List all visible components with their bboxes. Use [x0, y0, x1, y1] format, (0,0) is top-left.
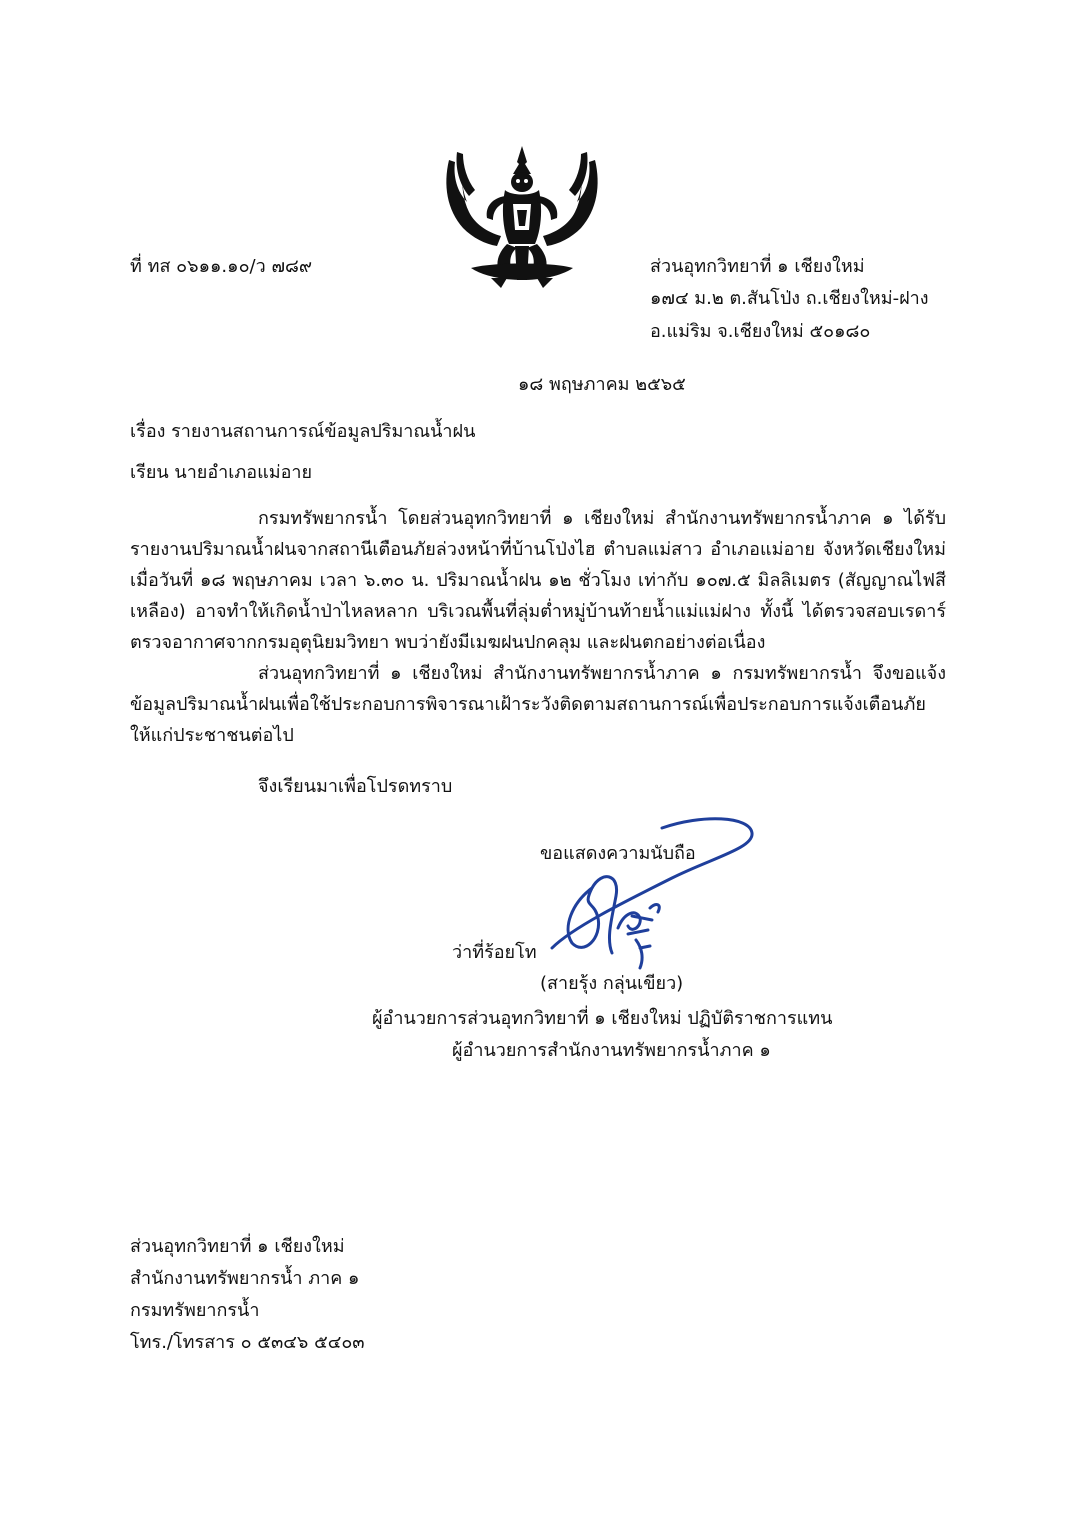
signer-position-1: ผู้อำนวยการส่วนอุทกวิทยาที่ ๑ เชียงใหม่ ปฏิบัติราชการแทน [372, 1008, 833, 1029]
footer-line-2: สำนักงานทรัพยากรน้ำ ภาค ๑ [130, 1268, 360, 1289]
signer-position-2: ผู้อำนวยการสำนักงานทรัพยากรน้ำภาค ๑ [452, 1040, 771, 1061]
recipient-line: เรียน นายอำเภอแม่อาย [130, 462, 313, 483]
body-paragraph-1: กรมทรัพยากรน้ำ โดยส่วนอุทกวิทยาที่ ๑ เชียงใหม่ สำนักงานทรัพยากรน้ำภาค ๑ ได้รับรายงานปริมาณน้ำฝนจากสถานีเตือนภัยล่วงหน้าที่บ้านโป่งไฮ ตำบลแม่สาว อำเภอแม่อาย จังหวัดเชียงใหม่ เมื่อวันที่ ๑๘ พฤษภาคม เวลา ๖.๓๐ น. ปริมาณน้ำฝน ๑๒ ชั่วโมง เท่ากับ ๑๐๗.๕ มิลลิเมตร (สัญญาณไฟสีเหลือง) อาจทำให้เกิดน้ำป่าไหลหลาก บริเวณพื้นที่ลุ่มต่ำหมู่บ้านท้ายน้ำแม่แม่ฝาง ทั้งนี้ ได้ตรวจสอบเรดาร์ตรวจอากาศจากกรมอุตุนิยมวิทยา พบว่ายังมีเมฆฝนปกคลุม และฝนตกอย่างต่อเนื่อง [130, 508, 946, 653]
footer-line-3: กรมทรัพยากรน้ำ [130, 1300, 260, 1321]
closing-line: จึงเรียนมาเพื่อโปรดทราบ [258, 776, 453, 797]
signer-rank: ว่าที่ร้อยโท [452, 942, 537, 963]
office-address-line-2: ๑๗๔ ม.๒ ต.สันโป่ง ถ.เชียงใหม่-ฝาง [650, 288, 929, 309]
body-paragraph-2: ส่วนอุทกวิทยาที่ ๑ เชียงใหม่ สำนักงานทรัพยากรน้ำภาค ๑ กรมทรัพยากรน้ำ จึงขอแจ้งข้อมูลปริมาณน้ำฝนเพื่อใช้ประกอบการพิจารณาเฝ้าระวังติดตามสถานการณ์เพื่อประกอบการแจ้งเตือนภัยให้แก่ประชาชนต่อไป [130, 663, 946, 746]
handwritten-signature [532, 808, 777, 978]
footer-line-4: โทร./โทรสาร ๐ ๕๓๔๖ ๕๔๐๓ [130, 1332, 365, 1353]
office-address-line-3: อ.แม่ริม จ.เชียงใหม่ ๕๐๑๘๐ [650, 321, 871, 342]
subject-line: เรื่อง รายงานสถานการณ์ข้อมูลปริมาณน้ำฝน [130, 421, 476, 442]
signer-name: (สายรุ้ง กลุ่นเขียว) [540, 973, 684, 994]
document-number: ที่ ทส ๐๖๑๑.๑๐/ว ๗๘๙ [130, 256, 313, 277]
footer-line-1: ส่วนอุทกวิทยาที่ ๑ เชียงใหม่ [130, 1236, 345, 1257]
garuda-emblem-icon [441, 140, 603, 290]
office-address-line-1: ส่วนอุทกวิทยาที่ ๑ เชียงใหม่ [650, 256, 865, 277]
document-date: ๑๘ พฤษภาคม ๒๕๖๕ [518, 374, 686, 395]
letter-body [130, 503, 946, 751]
salutation: ขอแสดงความนับถือ [540, 843, 696, 864]
